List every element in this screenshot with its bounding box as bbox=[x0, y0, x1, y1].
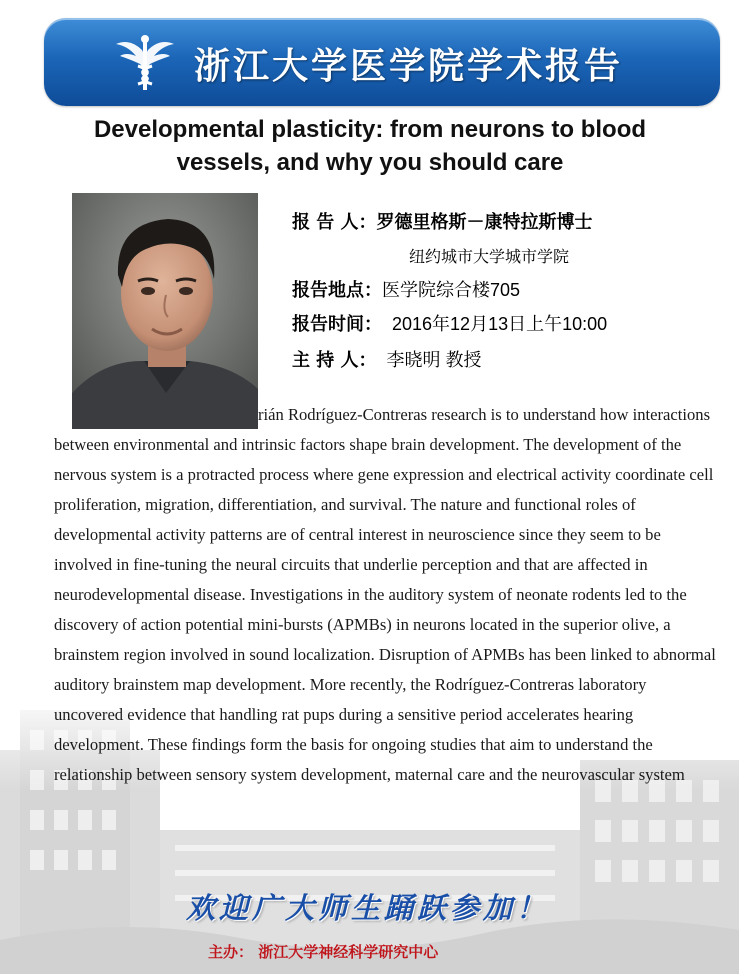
abstract-text bbox=[54, 400, 719, 790]
talk-title bbox=[40, 113, 700, 179]
location-label: 报告地点： bbox=[292, 280, 382, 301]
banner-title: 浙江大学医学院学术报告 bbox=[194, 46, 624, 87]
talk-title-line-1: Developmental plasticity: from neurons to blood bbox=[93, 116, 647, 143]
speaker-name: 罗德里格斯－康特拉斯博士 bbox=[376, 212, 593, 233]
speaker-row bbox=[292, 208, 593, 234]
time-label: 报告时间： bbox=[292, 314, 382, 335]
location-row bbox=[292, 276, 520, 302]
header-banner bbox=[44, 18, 720, 106]
abstract-body: rián Rodríguez-Contreras research is to understand how interactions between environmental and intrinsic factors shape brain development. The development of the nervous system is a protracted process where gene expression and electrical activity coordinate cell proliferation, migration, differentiation, and survival. The nature and functional roles of developmental activity patterns are of central interest in neuroscience since they seem to be involved in fine-tuning the neural circuits that underlie perception and that are affected in neurodevelopmental disease. Investigations in the auditory system of neonate rodents led to the discovery of action potential mini-bursts (APMBs) in neurons located in the superior olive, a brainstem region involved in sound localization. Disruption of APMBs has been linked to abnormal auditory brainstem map development. More recently, the Rodríguez-Contreras laboratory uncovered evidence that handling rat pups during a sensitive period accelerates hearing development. These findings form the basis for ongoing studies that aim to understand the relationship between sensory system development, maternal care and the neurovascular system bbox=[54, 405, 716, 784]
time-value: 2016年12月13日上午10:00 bbox=[392, 314, 608, 334]
host-label: 主 持 人： bbox=[292, 350, 377, 371]
organizer-line: 主办： 浙江大学神经科学研究中心 bbox=[208, 943, 439, 961]
talk-title-line-2: vessels, and why you should care bbox=[176, 149, 564, 176]
host-value: 李晓明 教授 bbox=[386, 350, 482, 370]
host-row bbox=[292, 346, 482, 372]
time-row bbox=[292, 310, 607, 336]
speaker-label: 报 告 人： bbox=[292, 212, 377, 233]
location-value: 医学院综合楼705 bbox=[382, 280, 521, 300]
caduceus-logo-icon bbox=[112, 30, 178, 96]
speaker-portrait-photo bbox=[72, 193, 258, 429]
welcome-slogan: 欢迎广大师生踊跃参加！ bbox=[186, 891, 550, 925]
speaker-affiliation: 纽约城市大学城市学院 bbox=[409, 247, 570, 266]
